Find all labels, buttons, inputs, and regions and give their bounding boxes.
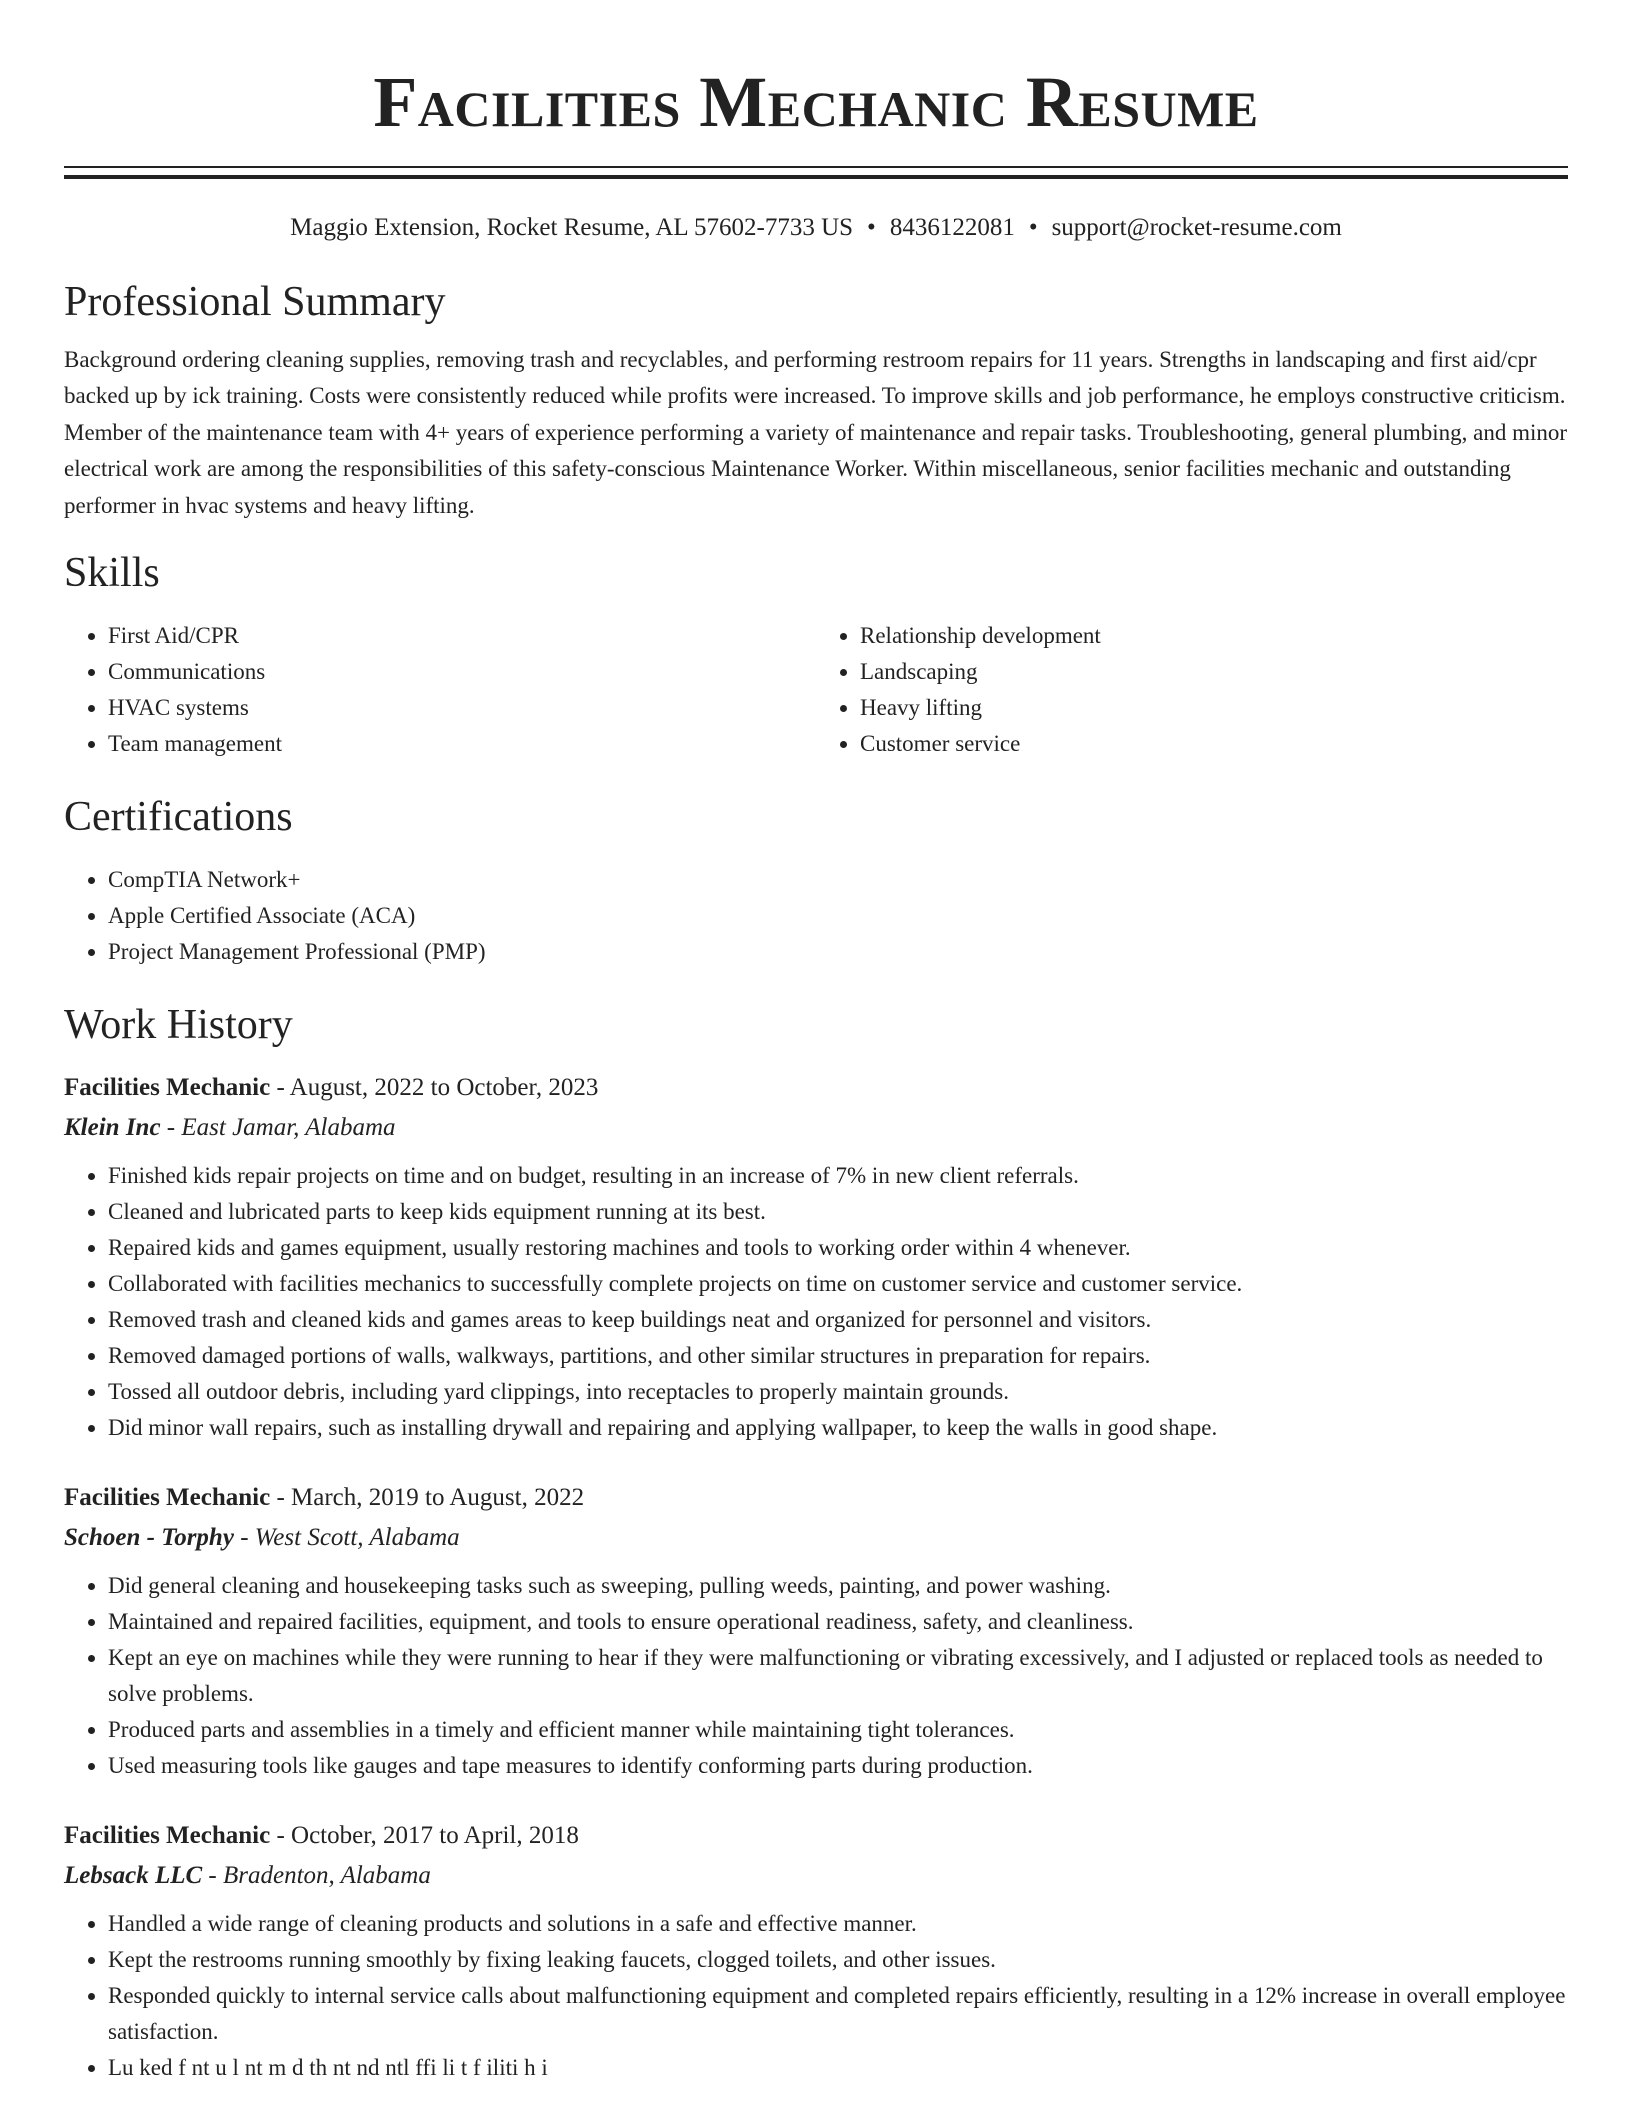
skill-item: • Communications	[108, 654, 816, 690]
job-bullet: • Did minor wall repairs, such as installing drywall and repairing and applying wallpaper, to keep the walls in good shape.	[108, 1410, 1568, 1446]
job-bullets	[64, 1568, 1568, 1784]
job-company: Klein Inc	[64, 1114, 161, 1142]
job-entry	[64, 1068, 1568, 1446]
job-bullet: • Kept the restrooms running smoothly by fixing leaking faucets, clogged toilets, and other issues.	[108, 1942, 1568, 1978]
job-bullets	[64, 1158, 1568, 1446]
summary-text: Background ordering cleaning supplies, removing trash and recyclables, and performing restroom repairs for 11 years. Strengths in landscaping and first aid/cpr backed up by ick training. Costs were consistently reduced while profits were increased. To improve skills and job performance, he employs constructive criticism. Member of the maintenance team with 4+ years of experience performing a variety of maintenance and repair tasks. Troubleshooting, general plumbing, and minor electrical work are among the responsibilities of this safety-conscious Maintenance Worker. Within miscellaneous, senior facilities mechanic and outstanding performer in hvac systems and heavy lifting.	[64, 347, 1568, 518]
skill-item: • First Aid/CPR	[108, 618, 816, 654]
job-location: - East Jamar, Alabama	[160, 1114, 396, 1142]
job-entry	[64, 1816, 1568, 2086]
skill-item: • Customer service	[860, 726, 1568, 762]
job-bullet: • Finished kids repair projects on time and on budget, resulting in an increase of 7% in new client referrals.	[108, 1158, 1568, 1194]
job-bullet: • Produced parts and assemblies in a timely and efficient manner while maintaining tight tolerances.	[108, 1712, 1568, 1748]
job-bullet: • Kept an eye on machines while they were running to hear if they were malfunctioning or vibrating excessively, and I adjusted or replaced tools as needed to solve problems.	[108, 1640, 1568, 1712]
job-bullet: • Did general cleaning and housekeeping tasks such as sweeping, pulling weeds, painting, and power washing.	[108, 1568, 1568, 1604]
contact-phone: 8436122081	[889, 214, 1015, 241]
certification-item: • CompTIA Network+	[108, 862, 1568, 898]
job-company: Schoen - Torphy	[64, 1524, 234, 1552]
job-title-line	[64, 1068, 1568, 1108]
work-history-heading: Work History	[64, 1002, 293, 1049]
skill-item: • Heavy lifting	[860, 690, 1568, 726]
job-dates: - March, 2019 to August, 2022	[270, 1484, 585, 1512]
contact-separator: •	[1028, 214, 1038, 241]
job-bullets	[64, 1906, 1568, 2086]
job-bullet: • Repaired kids and games equipment, usually restoring machines and tools to working order within 4 whenever.	[108, 1230, 1568, 1266]
certifications-heading: Certifications	[64, 794, 293, 841]
skills-list-right	[816, 618, 1568, 762]
job-bullet: • Handled a wide range of cleaning products and solutions in a safe and effective manner.	[108, 1906, 1568, 1942]
job-title-line	[64, 1816, 1568, 1856]
resume-title: Facilities Mechanic Resume	[373, 62, 1259, 142]
contact-address: Maggio Extension, Rocket Resume, AL 57602-7733 US	[290, 214, 854, 241]
skill-item: • Landscaping	[860, 654, 1568, 690]
job-title: Facilities Mechanic	[64, 1822, 271, 1850]
job-dates: - August, 2022 to October, 2023	[270, 1074, 599, 1102]
contact-separator: •	[867, 214, 876, 241]
job-bullet: • Used measuring tools like gauges and tape measures to identify conforming parts during production.	[108, 1748, 1568, 1784]
job-bullet: • Lu ked f nt u l nt m d th nt nd ntl ffi li t f iliti h i	[108, 2050, 1568, 2086]
job-bullet: • Collaborated with facilities mechanics to successfully complete projects on time on customer service and customer service.	[108, 1266, 1568, 1302]
job-location: - Bradenton, Alabama	[202, 1862, 431, 1890]
job-company-line	[64, 1518, 1568, 1558]
skill-item: • Relationship development	[860, 618, 1568, 654]
job-bullet: • Responded quickly to internal service calls about malfunctioning equipment and completed repairs efficiently, resulting in a 12% increase in overall employee satisfaction.	[108, 1978, 1568, 2050]
certification-item: • Project Management Professional (PMP)	[108, 934, 1568, 970]
skills-columns	[64, 618, 1568, 762]
job-bullet: • Removed damaged portions of walls, walkways, partitions, and other similar structures in preparation for repairs.	[108, 1338, 1568, 1374]
job-bullet: • Tossed all outdoor debris, including yard clippings, into receptacles to properly maintain grounds.	[108, 1374, 1568, 1410]
job-location: - West Scott, Alabama	[233, 1524, 460, 1552]
job-title: Facilities Mechanic	[64, 1074, 271, 1102]
job-company: Lebsack LLC	[64, 1862, 203, 1890]
job-bullet: • Cleaned and lubricated parts to keep kids equipment running at its best.	[108, 1194, 1568, 1230]
skills-list-left	[64, 618, 816, 762]
certification-item: • Apple Certified Associate (ACA)	[108, 898, 1568, 934]
skill-item: • HVAC systems	[108, 690, 816, 726]
job-bullet: • Maintained and repaired facilities, equipment, and tools to ensure operational readiness, safety, and cleanliness.	[108, 1604, 1568, 1640]
job-entry	[64, 1478, 1568, 1784]
skill-item: • Team management	[108, 726, 816, 762]
summary-heading: Professional Summary	[64, 279, 446, 325]
job-title-line	[64, 1478, 1568, 1518]
contact-email: support@rocket-resume.com	[1051, 214, 1342, 241]
skills-heading: Skills	[64, 550, 160, 597]
job-company-line	[64, 1108, 1568, 1148]
contact-line	[64, 213, 1568, 243]
resume-page	[64, 0, 1568, 2086]
job-dates: - October, 2017 to April, 2018	[270, 1822, 579, 1850]
title-divider	[64, 166, 1568, 179]
job-company-line	[64, 1856, 1568, 1896]
job-bullet: • Removed trash and cleaned kids and games areas to keep buildings neat and organized for personnel and visitors.	[108, 1302, 1568, 1338]
certifications-list	[64, 862, 1568, 970]
job-title: Facilities Mechanic	[64, 1484, 271, 1512]
